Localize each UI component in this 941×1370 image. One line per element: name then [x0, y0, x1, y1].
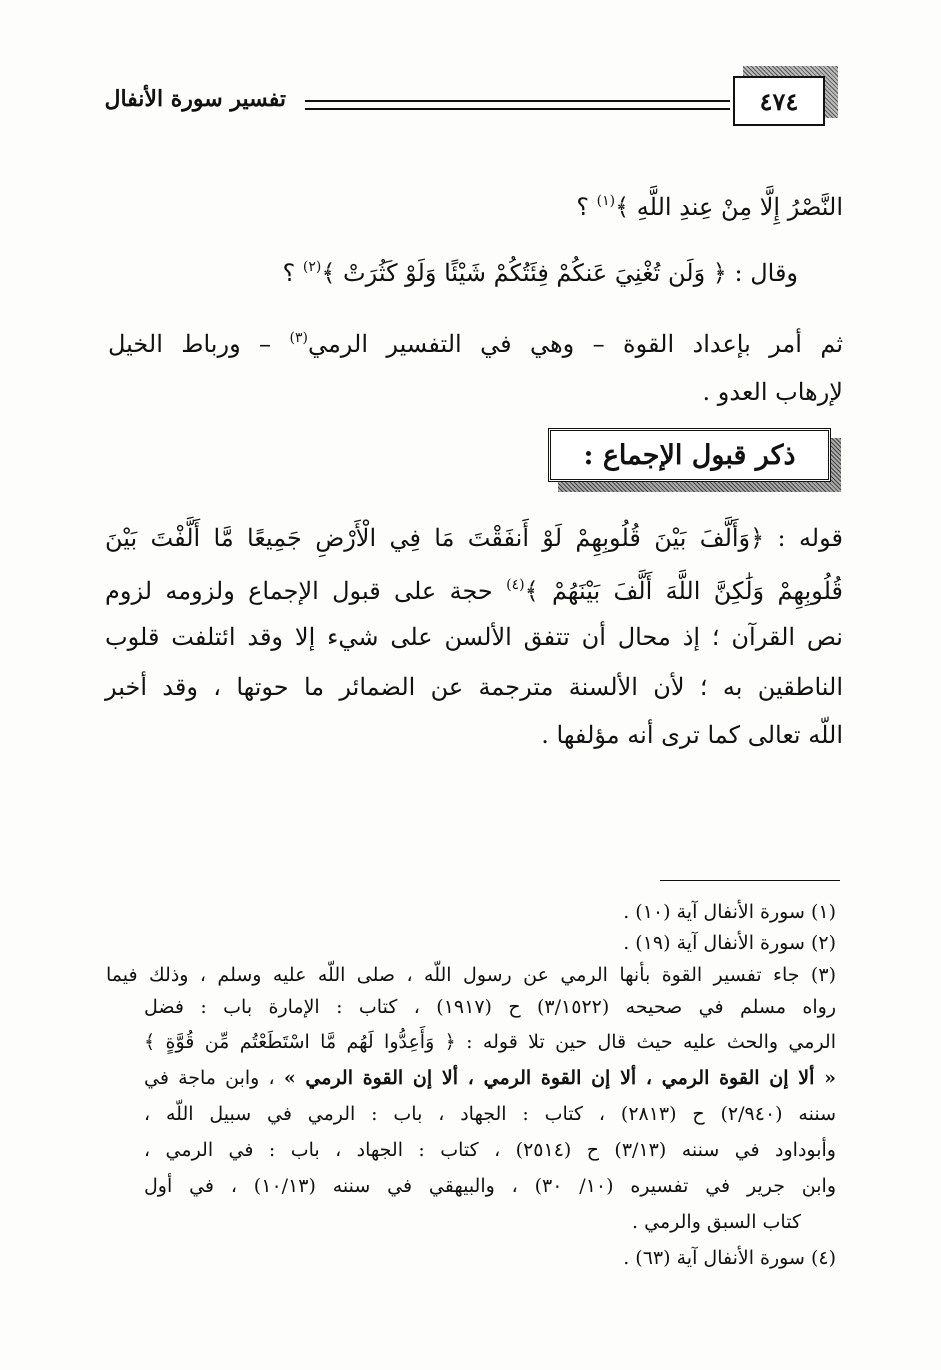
footnote-ref: (١) [596, 193, 616, 209]
header-rule-top [305, 100, 730, 102]
section-heading-text: ذكر قبول الإجماع : [583, 439, 796, 471]
footnote-3-line-7: وابن جرير في تفسيره (١٠/ ٣٠) ، والبيهقي في سننه (١٠/١٣) ، في أول [144, 1175, 837, 1197]
section-heading [548, 428, 831, 482]
body-line-4: لإرهاب العدو . [702, 378, 843, 406]
footnote-2: (٢) سورة الأنفال آية (١٩) . [623, 932, 836, 954]
body-line-6: قُلُوبِهِمْ وَلَٰكِنَّ اللَّهَ أَلَّفَ بَيْنَهُمْ ﴾$^{(٤)}$ حجة على قبول الإجماع ولزومه لزوم [105, 577, 843, 605]
footnote-3-line-8: كتاب السبق والرمي . [632, 1211, 801, 1233]
footnote-4: (٤) سورة الأنفال آية (٦٣) . [623, 1247, 836, 1269]
running-header-title: تفسير سورة الأنفال [104, 86, 286, 112]
page-number: ٤٧٤ [759, 86, 799, 116]
footnote-ref: (٣) [289, 330, 308, 346]
header-rule-bottom [305, 108, 730, 110]
footnote-separator [660, 880, 840, 881]
body-line-3: ثم أمر بإعداد القوة – وهي في التفسير الرمي$^{(٣)}$ – ورباط الخيل [108, 330, 843, 358]
footnote-3-line-1: (٣) جاء تفسير القوة بأنها الرمي عن رسول اللّه ، صلى اللّه عليه وسلم ، وذلك فيما [106, 964, 836, 986]
verse-text: وقال : ﴿ وَلَن تُغْنِيَ عَنكُمْ فِئَتُكُمْ شَيْئًا وَلَوْ كَثُرَتْ ﴾ [321, 259, 798, 287]
page-number-box [733, 76, 825, 126]
body-line-7: نص القرآن ؛ إذ محال أن تتفق الألسن على شيء إلا وقد ائتلفت قلوب [105, 623, 843, 651]
footnote-3-line-6: وأبوداود في سننه (٣/١٣) ح (٢٥١٤) ، كتاب : الجهاد ، باب : في الرمي ، [144, 1139, 836, 1161]
footnote-ref: (٢) [302, 259, 322, 275]
body-line-2: وقال : ﴿ وَلَن تُغْنِيَ عَنكُمْ فِئَتُكُمْ شَيْئًا وَلَوْ كَثُرَتْ ﴾$^{(٢)}$ ؟ [282, 259, 798, 287]
footnote-3-line-5: سننه (٢/٩٤٠) ح (٢٨١٣) ، كتاب : الجهاد ، باب : الرمي في سبيل اللّه ، [144, 1103, 836, 1125]
body-line-5: قوله : ﴿وَأَلَّفَ بَيْنَ قُلُوبِهِمْ لَوْ أَنفَقْتَ مَا فِي الْأَرْضِ جَمِيعًا مَّا أَلَّفْتَ بَيْنَ [105, 524, 843, 552]
body-line-9: اللّه تعالى كما ترى أنه مؤلفها . [541, 721, 843, 749]
footnote-3-line-4: « ألا إن القوة الرمي ، ألا إن القوة الرمي ، ألا إن القوة الرمي » ، وابن ماجة في [144, 1067, 836, 1089]
hadith-quote: « ألا إن القوة الرمي ، ألا إن القوة الرمي ، ألا إن القوة الرمي » [283, 1067, 836, 1089]
verse-text: النَّصْرُ إِلَّا مِنْ عِندِ اللَّهِ ﴾ [615, 193, 843, 221]
footnote-ref: (٤) [506, 577, 525, 593]
footnote-1: (١) سورة الأنفال آية (١٠) . [623, 901, 836, 923]
footnote-3-line-3: الرمي والحث عليه حيث قال حين تلا قوله : ﴿ وَأَعِدُّوا لَهُم مَّا اسْتَطَعْتُم مِّن قُوَّةٍ ﴾ [144, 1031, 836, 1053]
body-line-8: الناطقين به ؛ لأن الألسنة مترجمة عن الضمائر ما حوتها ، وقد أخبر [105, 673, 843, 701]
footnote-3-line-2: رواه مسلم في صحيحه (٣/١٥٢٢) ح (١٩١٧) ، كتاب : الإمارة باب : فضل [144, 996, 837, 1018]
body-line-1: النَّصْرُ إِلَّا مِنْ عِندِ اللَّهِ ﴾$^{(١)}$ ؟ [576, 193, 843, 221]
